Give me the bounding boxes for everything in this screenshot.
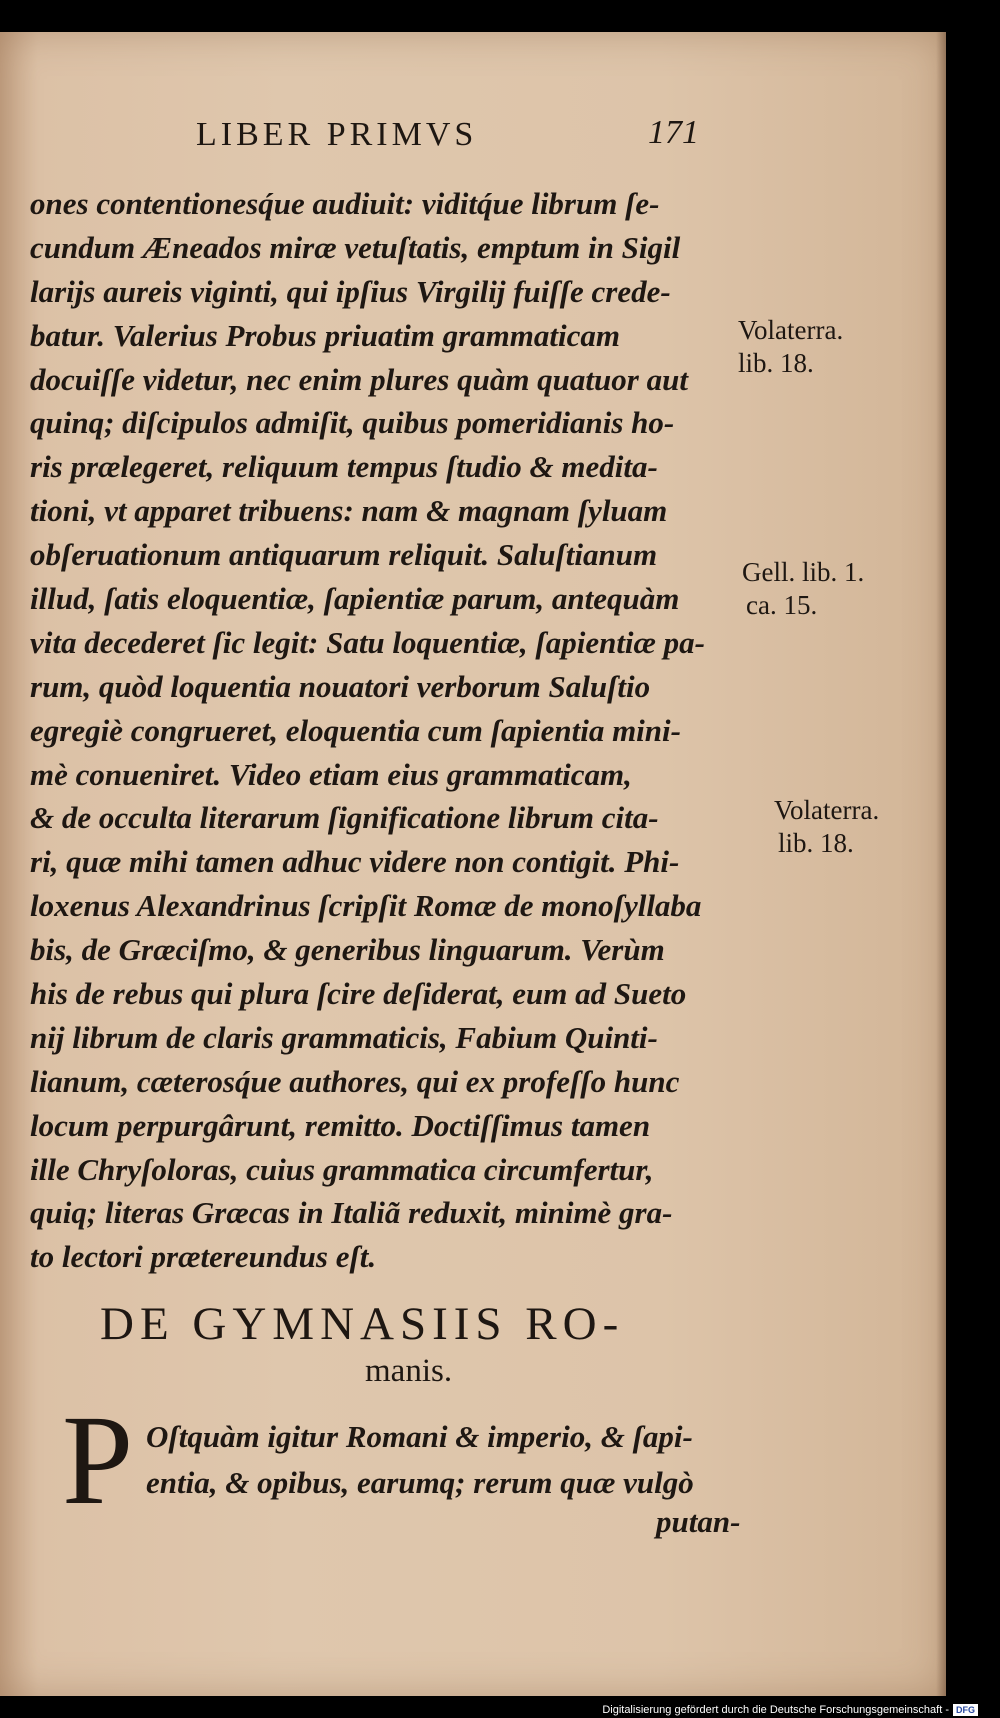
text-line: quinq; diſcipulos admiſit, quibus pomeridianis ho- [30,405,675,441]
margin-note-line: Volaterra. [738,315,844,345]
text-line: obſeruationum antiquarum reliquit. Saluſtianum [30,537,658,573]
text-line: entia, & opibus, earumq; rerum quæ vulgò [146,1465,694,1500]
text-line: to lectori prætereundus eſt. [30,1239,377,1275]
section-text [146,1414,766,1506]
margin-note-line: lib. 18. [738,348,814,378]
text-line: rum, quòd loquentia nouatori verborum Saluſtio [30,668,651,704]
margin-note [742,556,864,622]
margin-note-line: lib. 18. [778,828,854,858]
book-page [0,32,946,1696]
running-head-title: LIBER PRIMVS [196,116,478,153]
text-line: egregiè congrueret, eloquentia cum ſapientia mini- [30,712,681,748]
text-line: docuiſſe videtur, nec enim plures quàm quatuor aut [30,361,688,397]
text-line: quiq; literas Græcas in Italiã reduxit, minimè gra- [30,1195,673,1231]
drop-cap-initial: P [62,1389,134,1531]
margin-note [774,794,879,860]
text-line: & de occulta literarum ſignificatione librum cita- [30,800,659,836]
page-number: 171 [648,114,699,151]
text-line: locum perpurgârunt, remitto. Doctiſſimus tamen [30,1107,651,1143]
text-line: his de rebus qui plura ſcire deſiderat, eum ad Sueto [30,976,687,1012]
section-heading-line: manis. [365,1353,453,1389]
text-line: illud, ſatis eloquentiæ, ſapientiæ parum, antequàm [30,581,680,617]
text-line: ones contentionesq́ue audiuit: viditq́ue librum ſe- [30,186,660,221]
footer-credit [602,1704,978,1716]
text-line: tioni, vt apparet tribuens: nam & magnam ſyluam [30,493,668,529]
text-line: ri, quæ mihi tamen adhuc videre non contigit. Phi- [30,844,680,880]
page-edge-shadow [936,32,946,1696]
text-line: ris prælegeret, reliquum tempus ſtudio & medita- [30,449,658,485]
section-heading-line: DE GYMNASIIS RO- [100,1298,625,1350]
body-text [30,182,750,1279]
dfg-logo-icon: DFG [953,1704,978,1716]
text-line: lianum, cæterosq́ue authores, qui ex profeſſo hunc [30,1063,680,1099]
text-line: larijs aureis viginti, qui ipſius Virgilij fuiſſe crede- [30,273,671,309]
margin-note-line: ca. 15. [746,590,818,620]
text-line: loxenus Alexandrinus ſcripſit Romæ de monoſyllaba [30,888,702,924]
footer-text: Digitalisierung gefördert durch die Deutsche Forschungsgemeinschaft - [602,1704,949,1716]
catchword: putan- [656,1504,741,1539]
margin-note-line: Gell. lib. 1. [742,557,865,587]
text-line: bis, de Græciſmo, & generibus linguarum. Verùm [30,932,665,968]
text-line: mè conueniret. Video etiam eius grammaticam, [30,756,632,792]
text-line: batur. Valerius Probus priuatim grammaticam [30,317,620,353]
text-line: nij librum de claris grammaticis, Fabium Quinti- [30,1019,658,1055]
text-line: vita decederet ſic legit: Satu loquentiæ, ſapientiæ pa- [30,624,706,660]
text-line: ille Chryſoloras, cuius grammatica circumfertur, [30,1151,654,1187]
margin-note-line: Volaterra. [774,795,880,825]
margin-note [738,314,843,380]
text-line: Oſtquàm igitur Romani & imperio, & ſapi- [146,1419,693,1454]
text-line: cundum Æneados miræ vetuſtatis, emptum in Sigil [30,229,681,265]
section-heading [100,1297,740,1390]
